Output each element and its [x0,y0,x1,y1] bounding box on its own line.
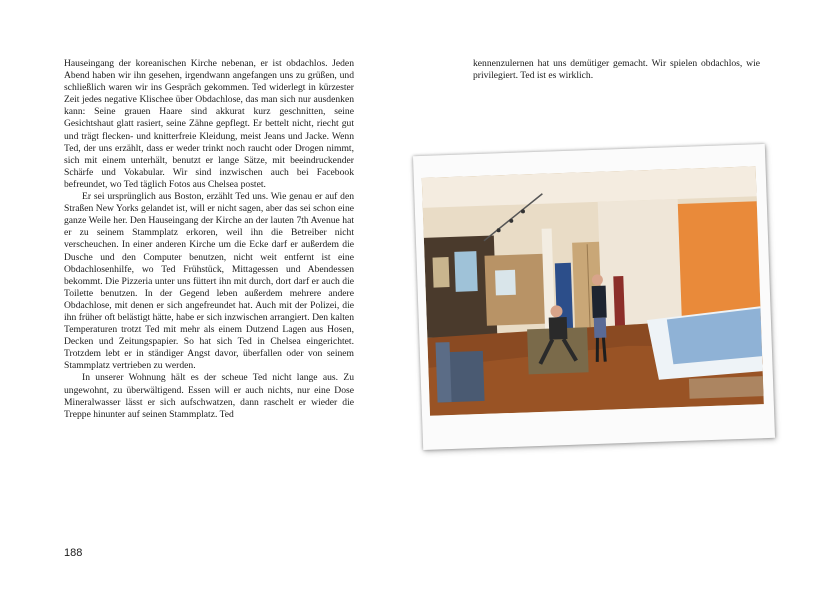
paragraph-2: Er sei ursprünglich aus Boston, erzählt Ted uns. Wie genau er auf den Straßen New Yorks gelandet ist, will er nicht sagen, aber das sei schon eine ganze Weile her. Den Hauseingang der Kirche an der lauten 7th Avenue hat er zu seinem Stammplatz erkoren, weil ihn die Betreiber nicht verscheuchen. In einer anderen Kirche um die Ecke darf er außerdem die Dusche und den Computer benutzen, nicht weit entfernt ist eine Obdachlosenhilfe, wo Ted Frühstück, Mittagessen und Abendessen bekommt. Die Pizzeria unter uns füttert ihn mit durch, dort darf er auch die Toilette benutzen. In der Gegend leben außerdem mehrere andere Obdachlose, mit denen er sich angefreundet hat. Auch mit der Polizei, die ihn früher oft belästigt hätte, habe er sich inzwischen arrangiert. Den kalten Temperaturen trotzt Ted mit mehr als einem Dutzend Lagen aus Hosen, Decken und Zeitungspapier. So hat sich Ted in Chelsea eingerichtet. Trotzdem lebt er in ständiger Angst davor, überfallen oder von seinem Stammplatz vertrieben zu werden. [64,191,354,372]
paragraph-3: In unserer Wohnung hält es der scheue Ted nicht lange aus. Zu ungewohnt, zu überwältigend. Essen will er auch nichts, nur eine Dose Mineralwasser lässt er sich aufschwatzen, dann raschelt er wieder die Treppe hinunter auf seinen Stammplatz. Ted [64,372,354,420]
paragraph-continuation: kennenzulernen hat uns demütiger gemacht. Wir spielen obdachlos, wie privilegiert. Ted ist es wirklich. [473,58,760,82]
page-number: 188 [64,547,83,559]
left-text-column [64,58,354,421]
right-text-column [473,58,760,82]
polaroid-photo-frame [413,144,775,450]
apartment-photo [422,166,764,416]
paragraph-1: Hauseingang der koreanischen Kirche nebenan, er ist obdachlos. Jeden Abend haben wir ihn gesehen, irgendwann angefangen uns zu grüßen, und schließlich waren wir ins Gespräch gekommen. Ted widerlegt in kürzester Zeit jedes negative Klischee über Obdachlose, das man sich nur ausdenken kann: Seine grauen Haare sind akkurat kurz geschnitten, seine Gesichtshaut glatt rasiert, seine Zähne gepflegt. Er bettelt nicht, riecht gut und trägt flecken- und knitterfreie Kleidung, meist Jeans und Jacke. Wenn Ted, der uns erzählt, dass er weder trinkt noch raucht oder Drogen nimmt, sich mit einem unterhält, benutzt er lange Sätze, mit beeindruckender Schärfe und Vokabular. Wir sind inzwischen auch bei Facebook befreundet, wo Ted täglich Fotos aus Chelsea postet. [64,58,354,190]
apartment-illustration [422,166,764,416]
